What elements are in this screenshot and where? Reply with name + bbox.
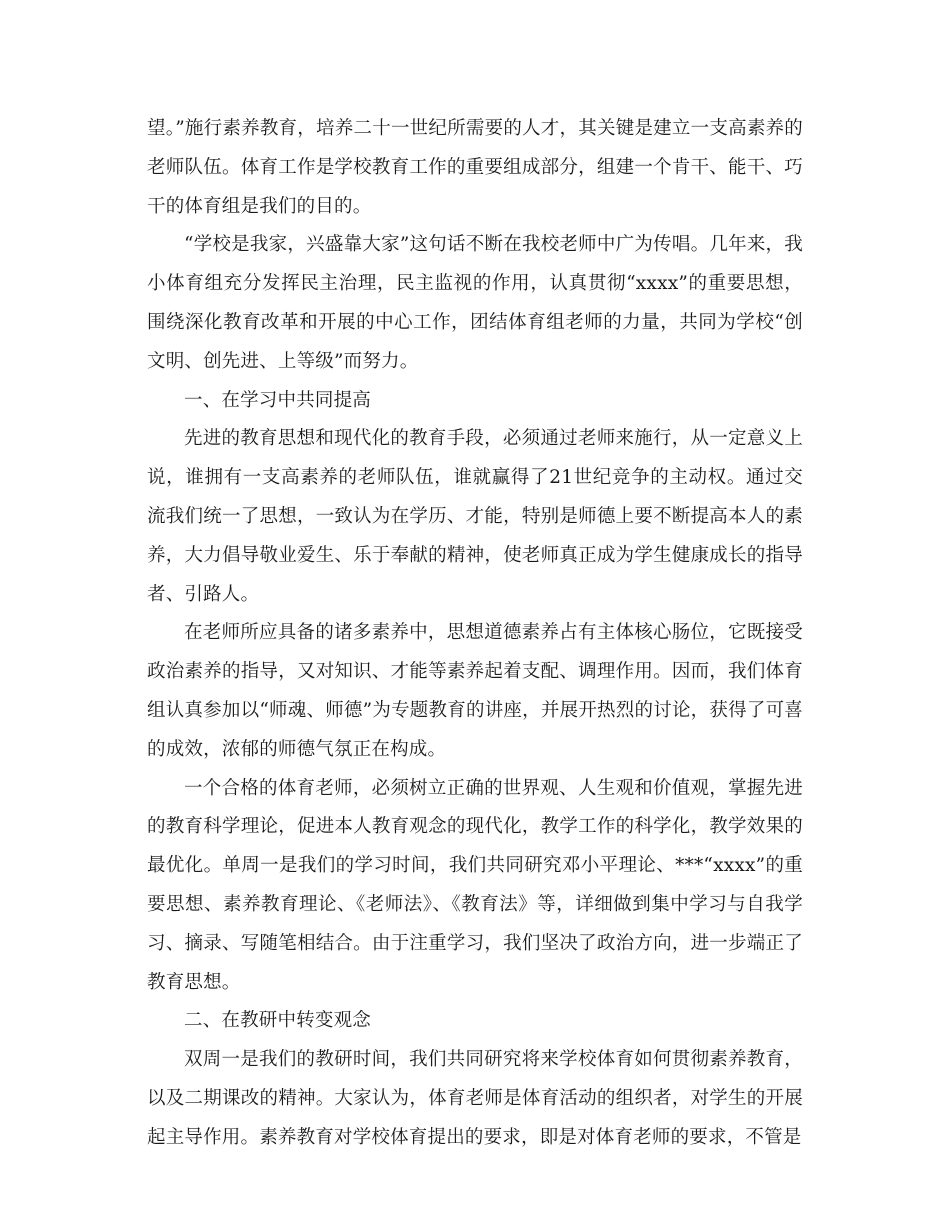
document-body: [147, 110, 803, 1158]
section-heading-study: 一、在学习中共同提高: [184, 389, 372, 411]
section-heading-research: 二、在教研中转变观念: [184, 1010, 372, 1032]
paragraph-advanced-education: 先进的教育思想和现代化的教育手段，必须通过老师来施行，从一定意义上说，谁拥有一支高素养的老师队伍，谁就赢得了21世纪竞争的主动权。通过交流我们统一了思想，一致认为在学历、才能，特别是师德上要不断提高本人的素养，大力倡导敬业爱生、乐于奉献的精神，使老师真正成为学生健康成长的指导者、引路人。: [147, 428, 803, 605]
paragraph-qualified-teacher: 一个合格的体育老师，必须树立正确的世界观、人生观和价值观，掌握先进的教育科学理论，促进本人教育观念的现代化，教学工作的科学化，教学效果的最优化。单周一是我们的学习时间，我们共同研究邓小平理论、***“xxxx”的重要思想、素养教育理论、《老师法》、《教育法》等，详细做到集中学习与自我学习、摘录、写随笔相结合。由于注重学习，我们坚决了政治方向，进一步端正了教育思想。: [147, 777, 803, 993]
paragraph-research-time: 双周一是我们的教研时间，我们共同研究将来学校体育如何贯彻素养教育，以及二期课改的精神。大家认为，体育老师是体育活动的组织者，对学生的开展起主导作用。素养教育对学校体育提出的要求，即是对体育老师的要求，不管是: [147, 1049, 803, 1148]
paragraph-school-motto: “学校是我家，兴盛靠大家”这句话不断在我校老师中广为传唱。几年来，我小体育组充分发挥民主治理，民主监视的作用，认真贯彻“xxxx”的重要思想，围绕深化教育改革和开展的中心工作，团结体育组老师的力量，共同为学校“创文明、创先进、上等级”而努力。: [147, 234, 803, 372]
paragraph-moral-quality: 在老师所应具备的诸多素养中，思想道德素养占有主体核心肠位，它既接受政治素养的指导，又对知识、才能等素养起着支配、调理作用。因而，我们体育组认真参加以“师魂、师德”为专题教育的讲座，并展开热烈的讨论，获得了可喜的成效，浓郁的师德气氛正在构成。: [147, 622, 803, 760]
paragraph-continuation: 望。”施行素养教育，培养二十一世纪所需要的人才，其关键是建立一支高素养的老师队伍。体育工作是学校教育工作的重要组成部分，组建一个肯干、能干、巧干的体育组是我们的目的。: [147, 118, 803, 217]
